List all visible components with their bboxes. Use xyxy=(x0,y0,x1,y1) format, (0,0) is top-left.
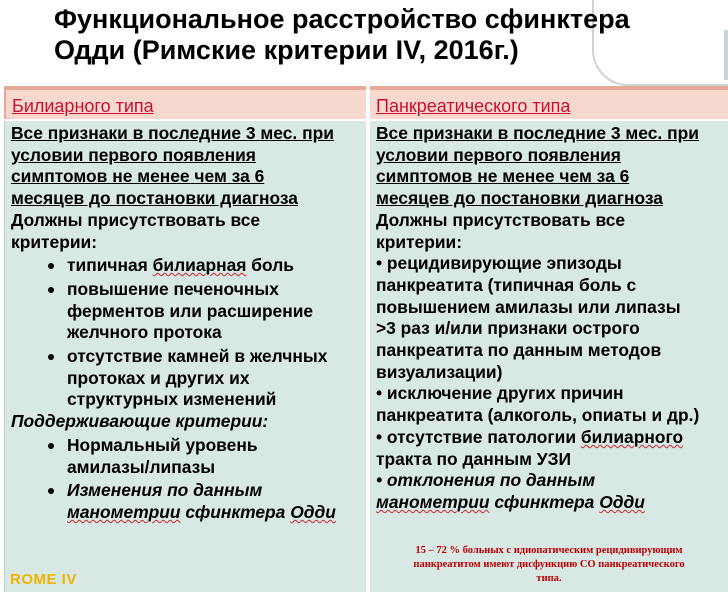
pancreatic-intro-line: условии первого появления xyxy=(376,144,621,165)
criteria-line: тракта по данным УЗИ xyxy=(376,448,571,469)
bullet-text: протоках и других их xyxy=(67,367,250,388)
bullet-text: отсутствие камней в желчных xyxy=(67,346,328,367)
biliary-intro-line: месяцев до постановки диагноза xyxy=(11,188,298,209)
biliary-required-line: критерии: xyxy=(11,231,98,252)
biliary-intro xyxy=(11,123,366,210)
header-pancreatic-type: Панкреатического типа xyxy=(370,86,728,119)
bullet-text: манометрии xyxy=(67,501,181,522)
criteria-line: билиарного xyxy=(580,426,684,447)
biliary-intro-line: Все признаки в последние 3 мес. при xyxy=(11,123,334,143)
footnote xyxy=(370,544,728,586)
bullet-text: типичная xyxy=(67,255,153,276)
criteria-line: манометрии xyxy=(376,491,490,512)
bullet-text: билиарная xyxy=(152,255,247,276)
pancreatic-intro-line: симптомов не менее чем за 6 xyxy=(376,166,630,187)
title-line-2: Одди (Римские критерии IV, 2016г.) xyxy=(54,35,519,65)
bullet-text: желчного протока xyxy=(67,322,222,343)
biliary-intro-line: условии первого появления xyxy=(11,144,256,165)
criteria-line: • отсутствие патологии xyxy=(376,426,581,447)
pancreatic-manometry-item xyxy=(376,470,728,513)
pancreatic-intro-line: Все признаки в последние 3 мес. при xyxy=(376,123,699,143)
criteria-line: >3 раз и/или признаки острого xyxy=(376,318,640,339)
title-line-1: Функциональное расстройство сфинктера xyxy=(54,4,630,34)
decorative-side-bar xyxy=(724,30,728,80)
bullet-text: повышение печеночных xyxy=(67,278,279,299)
criteria-line: • рецидивирующие эпизоды xyxy=(376,253,622,274)
criteria-line: • отклонения по данным xyxy=(376,470,596,491)
bullet-text: ферментов или расширение xyxy=(67,300,314,321)
rome-iv-logo: ROME IV xyxy=(10,571,77,588)
footnote-line: 15 – 72 % больных с идиопатическим рецидивирующим xyxy=(415,545,683,556)
criteria-line: визуализации) xyxy=(376,361,503,382)
pancreatic-intro-line: месяцев до постановки диагноза xyxy=(376,188,663,209)
column-biliary xyxy=(4,121,366,592)
header-biliary-type: Билиарного типа xyxy=(4,86,366,119)
bullet-text: структурных изменений xyxy=(67,389,277,410)
footnote-line: панкреатитом имеют дисфункцию СО панкреатического xyxy=(413,559,685,570)
biliary-required-line: Должны присутствовать все xyxy=(11,209,261,230)
criteria-line: сфинктера xyxy=(489,491,600,512)
list-item xyxy=(11,279,366,344)
slide-title xyxy=(54,4,694,66)
biliary-required-heading xyxy=(11,210,366,253)
pancreatic-required-line: Должны присутствовать все xyxy=(376,209,626,230)
bullet-text: сфинктера xyxy=(180,501,291,522)
bullet-text: Одди xyxy=(290,501,336,522)
pancreatic-required-heading xyxy=(376,210,728,253)
list-item xyxy=(11,435,366,478)
pancreatic-required-line: критерии: xyxy=(376,231,463,252)
criteria-line: панкреатита (алкоголь, опиаты и др.) xyxy=(376,405,700,426)
criteria-line: Одди xyxy=(599,491,645,512)
list-item xyxy=(11,346,366,411)
list-item xyxy=(11,480,366,523)
footnote-line: типа. xyxy=(536,573,562,584)
criteria-line: повышением амилазы или липазы xyxy=(376,296,681,317)
list-item xyxy=(11,255,366,277)
biliary-supporting-heading: Поддерживающие критерии: xyxy=(11,411,269,432)
column-pancreatic xyxy=(370,121,728,592)
bullet-text: Изменения по данным xyxy=(67,480,263,501)
biliary-intro-line: симптомов не менее чем за 6 xyxy=(11,166,265,187)
bullet-text: Нормальный уровень xyxy=(67,434,258,455)
criteria-line: панкреатита по данным методов xyxy=(376,340,662,361)
criteria-line: • исключение других причин xyxy=(376,383,624,404)
pancreatic-intro xyxy=(376,123,728,210)
biliary-supporting-list xyxy=(11,435,366,524)
table-header-row xyxy=(4,86,728,119)
criteria-line: панкреатита (типичная боль с xyxy=(376,274,637,295)
bullet-text: боль xyxy=(246,255,294,276)
bullet-text: амилазы/липазы xyxy=(67,456,216,477)
pancreatic-criteria-list xyxy=(376,253,728,513)
biliary-required-list xyxy=(11,255,366,411)
